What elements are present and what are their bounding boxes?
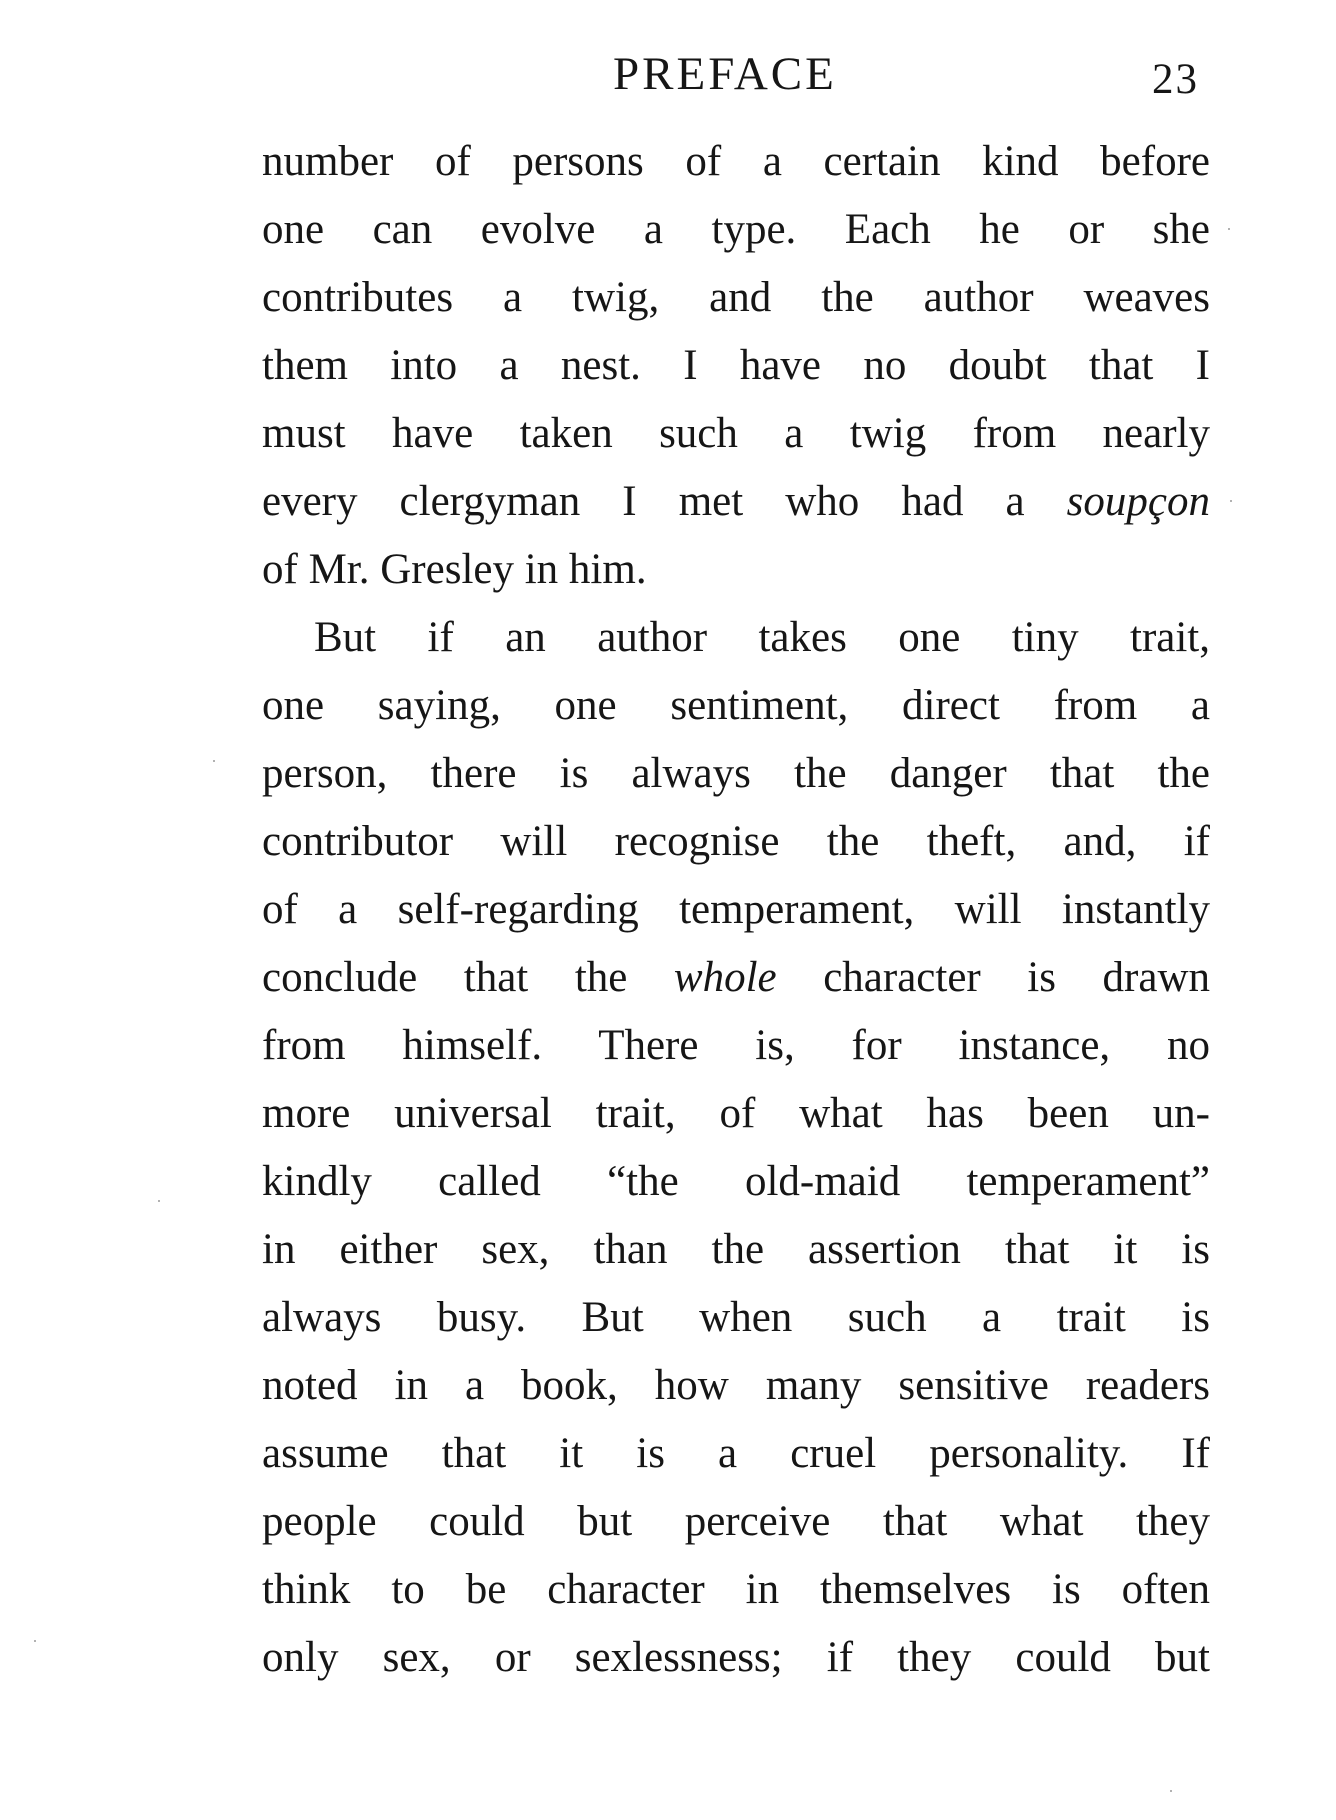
scan-speck bbox=[1230, 500, 1232, 502]
text-segment: But if an author takes one tiny trait, bbox=[314, 614, 1210, 661]
text-segment: only sex, or sexlessness; if they could but bbox=[262, 1634, 1210, 1681]
text-segment: contributes a twig, and the author weaves bbox=[262, 274, 1210, 321]
running-head-title: PREFACE bbox=[613, 48, 837, 100]
text-line bbox=[262, 1488, 1210, 1556]
scan-speck bbox=[34, 1640, 36, 1642]
text-segment: them into a nest. I have no doubt that I bbox=[262, 342, 1210, 389]
text-segment: noted in a book, how many sensitive readers bbox=[262, 1362, 1210, 1409]
text-line bbox=[262, 1624, 1210, 1692]
text-line bbox=[262, 808, 1210, 876]
text-line bbox=[262, 468, 1210, 536]
text-line bbox=[262, 1148, 1210, 1216]
text-segment: every clergyman I met who had a bbox=[262, 478, 1067, 525]
text-segment: from himself. There is, for instance, no bbox=[262, 1022, 1210, 1069]
text-segment: person, there is always the danger that the bbox=[262, 750, 1210, 797]
text-line bbox=[262, 672, 1210, 740]
text-segment: conclude that the bbox=[262, 954, 674, 1001]
text-segment: of Mr. Gresley in him. bbox=[262, 546, 647, 593]
text-segment: number of persons of a certain kind before bbox=[262, 138, 1210, 185]
text-segment: contributor will recognise the theft, and, if bbox=[262, 818, 1210, 865]
text-segment: in either sex, than the assertion that it is bbox=[262, 1226, 1210, 1273]
scan-speck bbox=[1170, 1790, 1172, 1792]
text-line bbox=[262, 1352, 1210, 1420]
text-line bbox=[262, 264, 1210, 332]
text-line bbox=[262, 1216, 1210, 1284]
text-line bbox=[262, 1284, 1210, 1352]
text-line bbox=[262, 536, 1210, 604]
text-line bbox=[262, 604, 1210, 672]
text-line bbox=[262, 332, 1210, 400]
italic-word: soupçon bbox=[1066, 478, 1210, 525]
italic-word: whole bbox=[673, 954, 777, 1001]
body-text bbox=[262, 128, 1210, 1692]
text-segment: people could but perceive that what they bbox=[262, 1498, 1210, 1545]
text-segment: more universal trait, of what has been un- bbox=[262, 1090, 1210, 1137]
text-segment: of a self-regarding temperament, will instantly bbox=[262, 886, 1210, 933]
page-number: 23 bbox=[1152, 56, 1199, 103]
text-segment: character is drawn bbox=[776, 954, 1210, 1001]
text-segment: kindly called “the old-maid temperament” bbox=[262, 1158, 1210, 1205]
text-segment: assume that it is a cruel personality. If bbox=[262, 1430, 1210, 1477]
text-segment: one saying, one sentiment, direct from a bbox=[262, 682, 1210, 729]
text-line bbox=[262, 196, 1210, 264]
text-line bbox=[262, 740, 1210, 808]
text-line bbox=[262, 400, 1210, 468]
running-head bbox=[0, 44, 1336, 104]
scan-speck bbox=[213, 760, 215, 762]
text-line bbox=[262, 876, 1210, 944]
text-line bbox=[262, 128, 1210, 196]
paragraph bbox=[262, 128, 1210, 604]
text-line bbox=[262, 1420, 1210, 1488]
text-segment: think to be character in themselves is often bbox=[262, 1566, 1210, 1613]
text-line bbox=[262, 1080, 1210, 1148]
text-segment: one can evolve a type. Each he or she bbox=[262, 206, 1210, 253]
text-line bbox=[262, 1012, 1210, 1080]
paragraph bbox=[262, 604, 1210, 1692]
scan-speck bbox=[158, 1200, 160, 1202]
text-segment: always busy. But when such a trait is bbox=[262, 1294, 1210, 1341]
text-line bbox=[262, 1556, 1210, 1624]
text-segment: must have taken such a twig from nearly bbox=[262, 410, 1210, 457]
scan-speck bbox=[1228, 228, 1230, 230]
text-line bbox=[262, 944, 1210, 1012]
